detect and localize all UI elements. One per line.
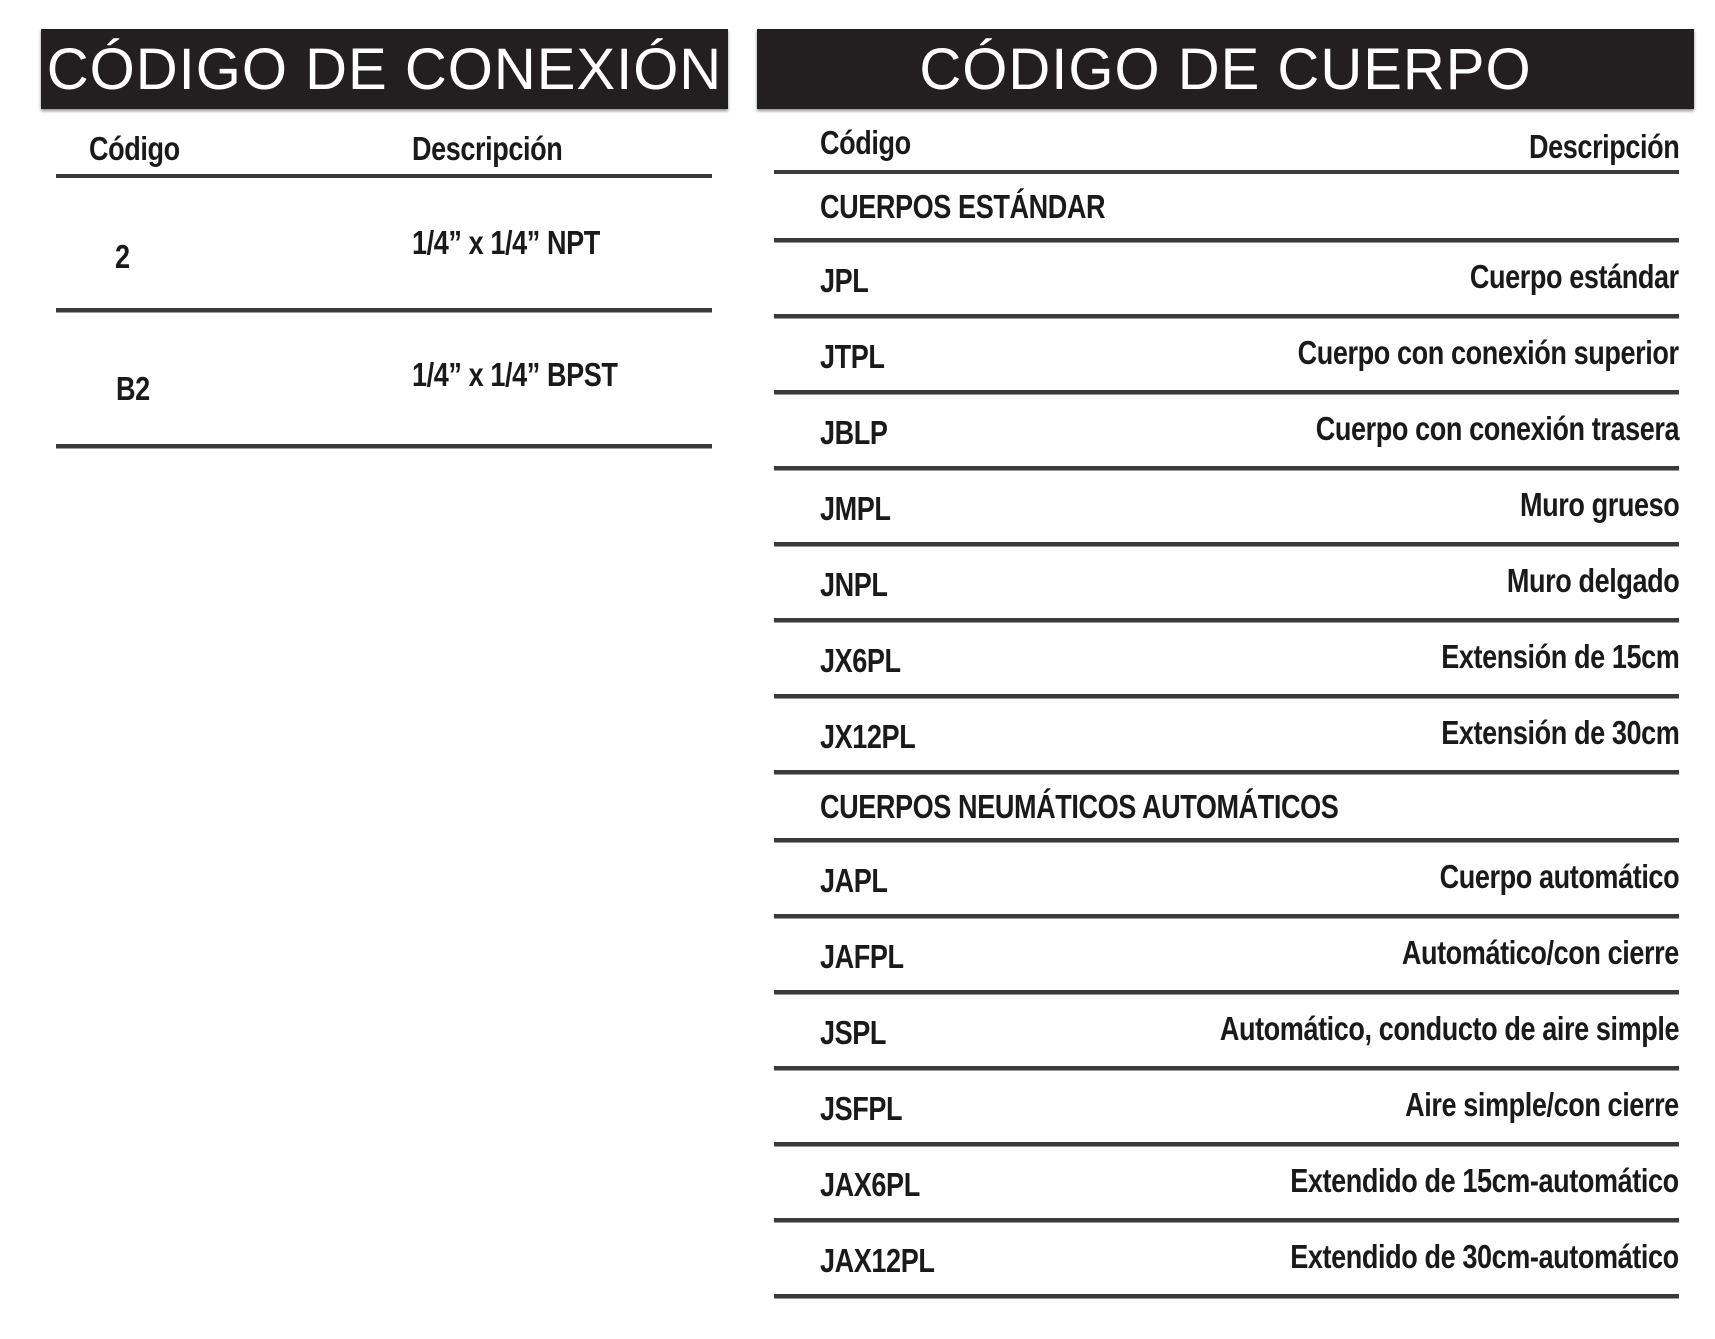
row-description: Automático/con cierre <box>1401 934 1679 971</box>
row-description: Muro delgado <box>1506 562 1679 599</box>
body-code-title: CÓDIGO DE CUERPO <box>757 29 1694 109</box>
table-header <box>774 112 1679 174</box>
row-description: 1/4” x 1/4” BPST <box>412 356 618 393</box>
row-code: JAPL <box>820 862 888 899</box>
row-code: JMPL <box>820 490 891 527</box>
row-code: JAFPL <box>820 938 904 975</box>
section-row-pneumatic <box>774 774 1679 842</box>
row-code: JAX6PL <box>820 1166 920 1203</box>
table-row <box>774 546 1679 622</box>
row-code: B2 <box>116 370 150 407</box>
table-row <box>774 994 1679 1070</box>
table-row <box>774 698 1679 774</box>
row-description: 1/4” x 1/4” NPT <box>412 224 600 261</box>
row-description: Extensión de 15cm <box>1440 638 1679 675</box>
row-code: JTPL <box>820 338 885 375</box>
row-description: Cuerpo con conexión trasera <box>1315 410 1679 447</box>
row-description: Extendido de 30cm-automático <box>1290 1238 1679 1275</box>
table-row <box>774 470 1679 546</box>
section-row-standard <box>774 174 1679 242</box>
table-row <box>774 622 1679 698</box>
table-row <box>774 242 1679 318</box>
row-code: JX12PL <box>820 718 916 755</box>
row-description: Cuerpo automático <box>1439 858 1679 895</box>
row-description: Aire simple/con cierre <box>1405 1086 1679 1123</box>
connection-code-table <box>56 112 712 448</box>
row-code: JSPL <box>820 1014 887 1051</box>
section-label: CUERPOS NEUMÁTICOS AUTOMÁTICOS <box>820 788 1339 825</box>
body-code-table <box>774 112 1679 1298</box>
row-description: Automático, conducto de aire simple <box>1219 1010 1679 1047</box>
row-code: JSFPL <box>820 1090 903 1127</box>
row-description: Cuerpo estándar <box>1470 258 1679 295</box>
table-row <box>774 394 1679 470</box>
row-code: JPL <box>820 262 869 299</box>
table-header <box>56 112 712 178</box>
connection-code-title: CÓDIGO DE CONEXIÓN <box>41 29 728 109</box>
row-code: JX6PL <box>820 642 901 679</box>
table-row <box>774 1070 1679 1146</box>
row-code: JNPL <box>820 566 888 603</box>
table-row <box>774 1146 1679 1222</box>
section-label: CUERPOS ESTÁNDAR <box>820 188 1106 225</box>
table-row <box>774 918 1679 994</box>
header-code: Código <box>89 130 180 167</box>
header-code: Código <box>820 124 911 161</box>
header-description: Descripción <box>1528 128 1679 165</box>
row-description: Extensión de 30cm <box>1440 714 1679 751</box>
table-row <box>774 842 1679 918</box>
table-row <box>774 318 1679 394</box>
row-description: Extendido de 15cm-automático <box>1290 1162 1679 1199</box>
row-code: JBLP <box>820 414 888 451</box>
row-code: 2 <box>115 238 130 275</box>
header-description: Descripción <box>412 130 563 167</box>
table-row <box>56 312 712 448</box>
table-row <box>774 1222 1679 1298</box>
row-code: JAX12PL <box>820 1242 935 1279</box>
row-description: Cuerpo con conexión superior <box>1298 334 1679 371</box>
row-description: Muro grueso <box>1519 486 1679 523</box>
table-row <box>56 178 712 312</box>
